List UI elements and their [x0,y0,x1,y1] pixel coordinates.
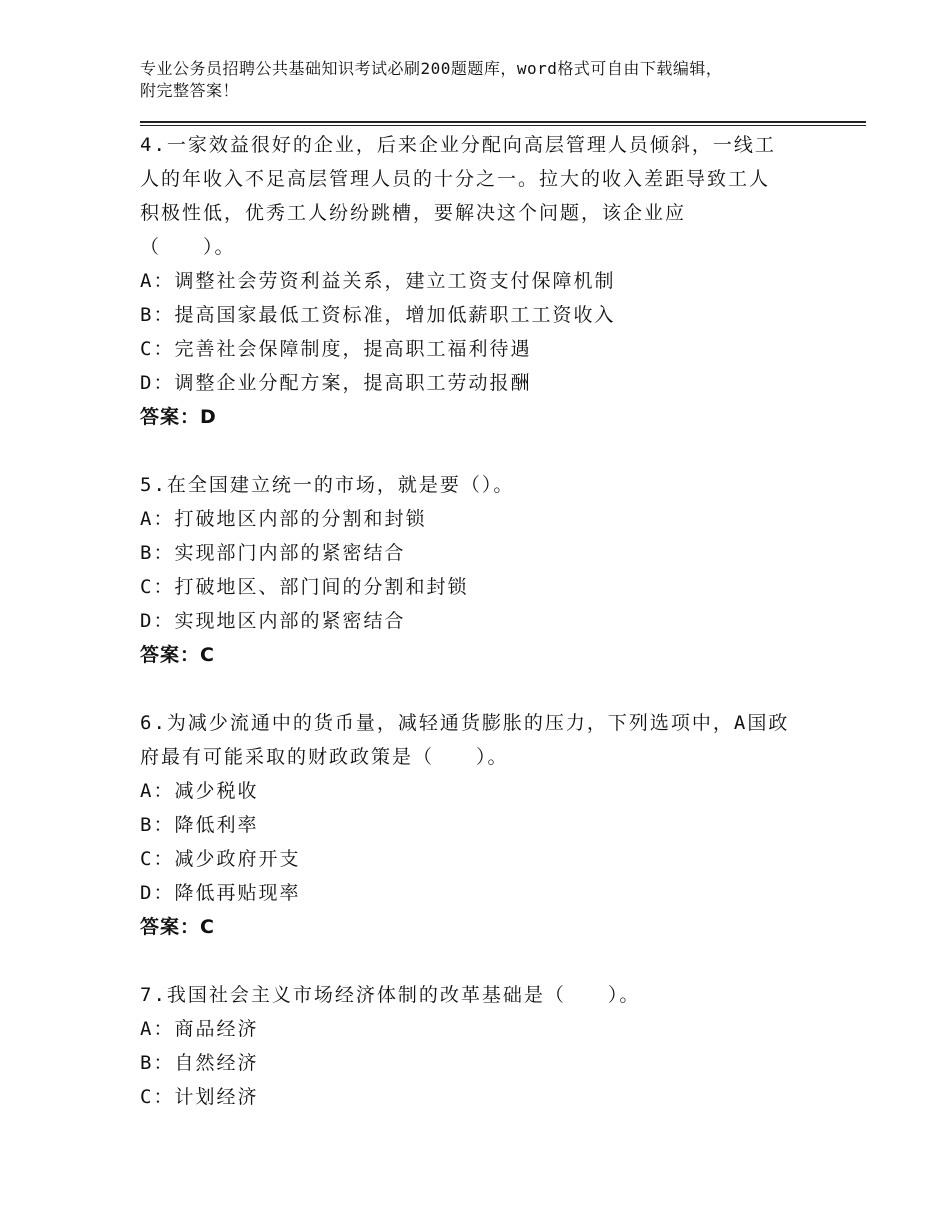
option-c: C：完善社会保障制度，提高职工福利待遇 [140,338,532,360]
option-d: D：实现地区内部的紧密结合 [140,610,406,632]
question-text: 积极性低，优秀工人纷纷跳槽，要解决这个问题，该企业应 [140,202,687,224]
question-text: 府最有可能采取的财政政策是（ ）。 [140,746,509,768]
question-7 [140,978,820,1114]
question-text: 人的年收入不足高层管理人员的十分之一。拉大的收入差距导致工人 [140,168,771,190]
answer-label: 答案：C [140,644,215,666]
question-6 [140,706,820,944]
answer-label: 答案：D [140,406,217,428]
option-b: B：自然经济 [140,1052,259,1074]
header-line-1: 专业公务员招聘公共基础知识考试必刷200题题库，word格式可自由下载编辑， [140,59,723,78]
option-c: C：计划经济 [140,1086,259,1108]
option-b: B：降低利率 [140,814,259,836]
question-text: 5.在全国建立统一的市场，就是要（）。 [140,474,515,496]
option-a: A：调整社会劳资利益关系，建立工资支付保障机制 [140,270,616,292]
option-c: C：减少政府开支 [140,848,301,870]
option-a: A：减少税收 [140,780,259,802]
question-text: 7.我国社会主义市场经济体制的改革基础是（ ）。 [140,984,641,1006]
option-a: A：商品经济 [140,1018,259,1040]
question-4 [140,128,820,434]
header-divider-thin [140,125,866,126]
header-line-2: 附完整答案！ [140,81,240,100]
document-header [140,58,820,102]
question-text: （ ）。 [140,236,236,258]
question-text: 4.一家效益很好的企业，后来企业分配向高层管理人员倾斜，一线工 [140,134,776,156]
question-5 [140,468,820,672]
question-list [140,128,820,1148]
option-d: D：调整企业分配方案，提高职工劳动报酬 [140,372,532,394]
option-c: C：打破地区、部门间的分割和封锁 [140,576,469,598]
header-divider [140,121,866,123]
option-b: B：实现部门内部的紧密结合 [140,542,406,564]
answer-label: 答案：C [140,916,215,938]
option-d: D：降低再贴现率 [140,882,301,904]
option-b: B：提高国家最低工资标准，增加低薪职工工资收入 [140,304,616,326]
question-text: 6.为减少流通中的货币量，减轻通货膨胀的压力，下列选项中，A国政 [140,712,790,734]
option-a: A：打破地区内部的分割和封锁 [140,508,427,530]
